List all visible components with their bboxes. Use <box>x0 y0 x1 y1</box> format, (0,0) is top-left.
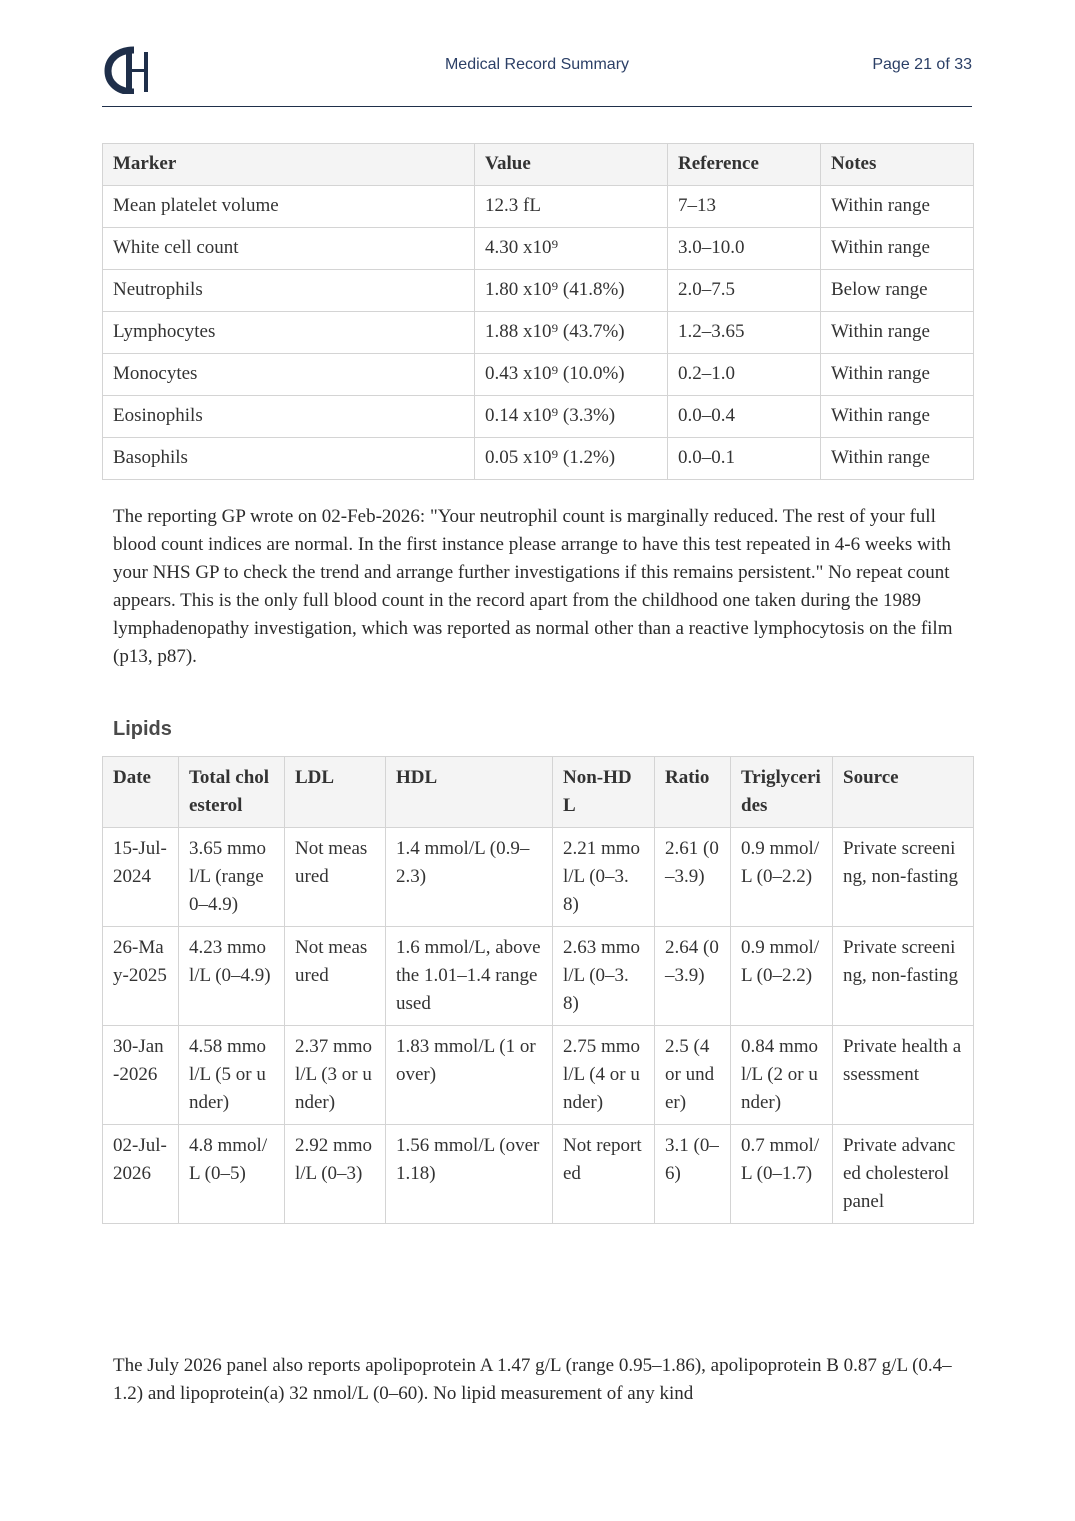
column-header: HDL <box>386 757 553 828</box>
column-header: Date <box>103 757 179 828</box>
table-cell: 1.83 mmol/L (1 or over) <box>386 1026 553 1125</box>
table-cell: Private advanced cholesterol panel <box>833 1125 974 1224</box>
column-header: Marker <box>103 144 475 186</box>
table-cell: 0.05 x10⁹ (1.2%) <box>475 438 668 480</box>
column-header: Total cholesterol <box>179 757 285 828</box>
table-cell: 7–13 <box>668 186 821 228</box>
table-cell: 0.14 x10⁹ (3.3%) <box>475 396 668 438</box>
page-number: Page 21 of 33 <box>872 56 972 73</box>
table-cell: 2.5 (4 or under) <box>655 1026 731 1125</box>
table-cell: Not reported <box>553 1125 655 1224</box>
table-cell: 0.0–0.1 <box>668 438 821 480</box>
table-cell: 4.58 mmol/L (5 or under) <box>179 1026 285 1125</box>
table-cell: Eosinophils <box>103 396 475 438</box>
column-header: Value <box>475 144 668 186</box>
table-cell: Neutrophils <box>103 270 475 312</box>
table-cell: 1.4 mmol/L (0.9–2.3) <box>386 828 553 927</box>
table-cell: Private screening, non-fasting <box>833 828 974 927</box>
table-row <box>103 312 974 354</box>
table-cell: White cell count <box>103 228 475 270</box>
table-cell: Private health assessment <box>833 1026 974 1125</box>
column-header: Triglycerides <box>731 757 833 828</box>
table-cell: 1.88 x10⁹ (43.7%) <box>475 312 668 354</box>
table-cell: 3.65 mmol/L (range 0–4.9) <box>179 828 285 927</box>
table-cell: Within range <box>821 312 974 354</box>
table-cell: 3.0–10.0 <box>668 228 821 270</box>
table-cell: 02-Jul-2026 <box>103 1125 179 1224</box>
table-cell: Not measured <box>285 828 386 927</box>
table-header-row <box>103 757 974 828</box>
gp-comment-paragraph: The reporting GP wrote on 02-Feb-2026: "Your neutrophil count is marginally reduced. The rest of your full blood count indices are normal. In the first instance please arrange to have this test repeated in 4-6 weeks with your NHS GP to check the trend and arrange further investigations if this remains persistent." No repeat count appears. This is the only full blood count in the record apart from the childhood one taken during the 1989 lymphadenopathy investigation, which was reported as normal other than a reactive lymphocytosis on the film (p13, p87). <box>113 506 953 667</box>
table-cell: 26-May-2025 <box>103 927 179 1026</box>
table-cell: 0.9 mmol/L (0–2.2) <box>731 927 833 1026</box>
table-cell: Monocytes <box>103 354 475 396</box>
table-cell: 30-Jan-2026 <box>103 1026 179 1125</box>
table-cell: 2.64 (0–3.9) <box>655 927 731 1026</box>
table-row <box>103 927 974 1026</box>
document-title: Medical Record Summary <box>444 56 630 73</box>
table-cell: 12.3 fL <box>475 186 668 228</box>
table-cell: Not measured <box>285 927 386 1026</box>
table-cell: Within range <box>821 186 974 228</box>
column-header: Ratio <box>655 757 731 828</box>
table-cell: Within range <box>821 396 974 438</box>
table-row <box>103 228 974 270</box>
table-cell: Private screening, non-fasting <box>833 927 974 1026</box>
table-cell: Within range <box>821 228 974 270</box>
table-row <box>103 1125 974 1224</box>
table-row <box>103 1026 974 1125</box>
blood-count-table <box>102 143 974 480</box>
table-cell: 4.23 mmol/L (0–4.9) <box>179 927 285 1026</box>
table-cell: 0.0–0.4 <box>668 396 821 438</box>
table-cell: Basophils <box>103 438 475 480</box>
table-cell: Mean platelet volume <box>103 186 475 228</box>
table-cell: 2.63 mmol/L (0–3.8) <box>553 927 655 1026</box>
page-header <box>102 44 972 107</box>
table-header-row <box>103 144 974 186</box>
table-row <box>103 186 974 228</box>
table-row <box>103 270 974 312</box>
apolipoprotein-paragraph: The July 2026 panel also reports apolipoprotein A 1.47 g/L (range 0.95–1.86), apolipoprotein B 0.87 g/L (0.4–1.2) and lipoprotein(a) 32 nmol/L (0–60). No lipid measurement of any kind <box>113 1355 952 1404</box>
column-header: Non-HDL <box>553 757 655 828</box>
column-header: LDL <box>285 757 386 828</box>
table-cell: 2.61 (0–3.9) <box>655 828 731 927</box>
table-cell: 2.21 mmol/L (0–3.8) <box>553 828 655 927</box>
table-cell: 0.9 mmol/L (0–2.2) <box>731 828 833 927</box>
column-header: Notes <box>821 144 974 186</box>
table-cell: 3.1 (0–6) <box>655 1125 731 1224</box>
table-cell: Within range <box>821 354 974 396</box>
table-cell: Below range <box>821 270 974 312</box>
table-cell: 0.43 x10⁹ (10.0%) <box>475 354 668 396</box>
table-cell: Within range <box>821 438 974 480</box>
table-cell: 2.0–7.5 <box>668 270 821 312</box>
table-cell: 4.30 x10⁹ <box>475 228 668 270</box>
table-cell: 0.84 mmol/L (2 or under) <box>731 1026 833 1125</box>
table-row <box>103 438 974 480</box>
column-header: Source <box>833 757 974 828</box>
table-cell: Lymphocytes <box>103 312 475 354</box>
table-cell: 1.2–3.65 <box>668 312 821 354</box>
table-cell: 1.56 mmol/L (over 1.18) <box>386 1125 553 1224</box>
table-row <box>103 354 974 396</box>
table-cell: 2.92 mmol/L (0–3) <box>285 1125 386 1224</box>
table-cell: 1.6 mmol/L, above the 1.01–1.4 range used <box>386 927 553 1026</box>
table-cell: 0.7 mmol/L (0–1.7) <box>731 1125 833 1224</box>
table-cell: 1.80 x10⁹ (41.8%) <box>475 270 668 312</box>
table-row <box>103 828 974 927</box>
table-cell: 2.37 mmol/L (3 or under) <box>285 1026 386 1125</box>
table-row <box>103 396 974 438</box>
table-cell: 15-Jul-2024 <box>103 828 179 927</box>
table-cell: 4.8 mmol/L (0–5) <box>179 1125 285 1224</box>
lipids-heading: Lipids <box>113 718 172 740</box>
table-cell: 2.75 mmol/L (4 or under) <box>553 1026 655 1125</box>
table-cell: 0.2–1.0 <box>668 354 821 396</box>
column-header: Reference <box>668 144 821 186</box>
lipids-table <box>102 756 974 1224</box>
